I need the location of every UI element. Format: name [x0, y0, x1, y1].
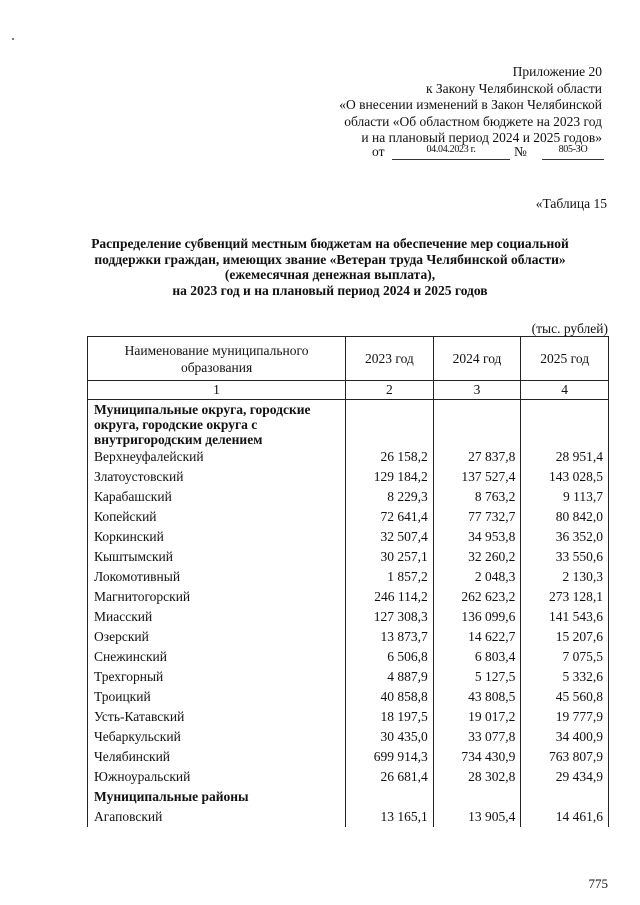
group-heading: Муниципальные округа, городские округа, городские округа с внутригородским делением: [88, 400, 346, 448]
value-2023: 26 681,4: [346, 767, 434, 787]
value-2024: 28 302,8: [433, 767, 521, 787]
table-row: [88, 727, 609, 747]
table-row: [88, 487, 609, 507]
column-number-row: [88, 381, 609, 400]
table-row: [88, 627, 609, 647]
column-header-name: [88, 337, 346, 381]
municipality-name: Карабашский: [88, 487, 346, 507]
municipality-name: Троицкий: [88, 687, 346, 707]
value-2024: 136 099,6: [433, 607, 521, 627]
appendix-header: [302, 64, 602, 147]
header-line: Приложение 20: [512, 64, 602, 79]
value-2023: 26 158,2: [346, 447, 434, 467]
value-2025: 143 028,5: [521, 467, 609, 487]
table-row: [88, 607, 609, 627]
value-2023: 127 308,3: [346, 607, 434, 627]
scan-speck: [12, 38, 14, 40]
title-line: (ежемесячная денежная выплата),: [224, 267, 436, 282]
value-2023: 13 165,1: [346, 807, 434, 827]
municipality-name: Кыштымский: [88, 547, 346, 567]
value-2023: 6 506,8: [346, 647, 434, 667]
number-label: №: [514, 144, 527, 159]
value-2023: 1 857,2: [346, 567, 434, 587]
column-number: 3: [433, 381, 521, 400]
subvention-table: [87, 336, 609, 827]
table-label: «Таблица 15: [535, 196, 607, 211]
document-title: [60, 236, 600, 298]
law-date: 04.04.2023 г.: [392, 144, 510, 160]
municipality-name: Челябинский: [88, 747, 346, 767]
table-row: [88, 747, 609, 767]
empty-cell: [346, 787, 434, 807]
empty-cell: [433, 787, 521, 807]
value-2025: 45 560,8: [521, 687, 609, 707]
value-2025: 5 332,6: [521, 667, 609, 687]
group-heading-row: [88, 400, 609, 448]
municipality-name: Чебаркульский: [88, 727, 346, 747]
column-header-2025: 2025 год: [521, 337, 609, 381]
value-2023: 72 641,4: [346, 507, 434, 527]
column-header-name-line: образования: [180, 359, 253, 375]
column-number: 1: [88, 381, 346, 400]
column-number: 2: [346, 381, 434, 400]
municipality-name: Коркинский: [88, 527, 346, 547]
table-row: [88, 467, 609, 487]
value-2023: 32 507,4: [346, 527, 434, 547]
value-2024: 27 837,8: [433, 447, 521, 467]
group-heading: Муниципальные районы: [88, 787, 346, 807]
table-row: [88, 687, 609, 707]
value-2024: 262 623,2: [433, 587, 521, 607]
table-row: [88, 587, 609, 607]
value-2024: 77 732,7: [433, 507, 521, 527]
value-2024: 32 260,2: [433, 547, 521, 567]
value-2025: 36 352,0: [521, 527, 609, 547]
table-row: [88, 567, 609, 587]
value-2023: 129 184,2: [346, 467, 434, 487]
municipality-name: Миасский: [88, 607, 346, 627]
municipality-name: Снежинский: [88, 647, 346, 667]
value-2024: 33 077,8: [433, 727, 521, 747]
municipality-name: Усть-Катавский: [88, 707, 346, 727]
municipality-name: Озерский: [88, 627, 346, 647]
value-2024: 43 808,5: [433, 687, 521, 707]
page-number: 775: [588, 876, 608, 891]
value-2025: 7 075,5: [521, 647, 609, 667]
column-number: 4: [521, 381, 609, 400]
value-2023: 30 435,0: [346, 727, 434, 747]
title-line: Распределение субвенций местным бюджетам на обеспечение мер социальной: [91, 236, 569, 251]
municipality-name: Златоустовский: [88, 467, 346, 487]
header-line: и на плановый период 2024 и 2025 годов»: [361, 130, 602, 145]
title-line: на 2023 год и на плановый период 2024 и 2025 годов: [172, 282, 488, 298]
value-2025: 9 113,7: [521, 487, 609, 507]
title-line: поддержки граждан, имеющих звание «Ветеран труда Челябинской области»: [94, 251, 566, 267]
header-line: области «Об областном бюджете на 2023 год: [344, 113, 602, 129]
value-2025: 80 842,0: [521, 507, 609, 527]
column-header-2024: 2024 год: [433, 337, 521, 381]
value-2025: 763 807,9: [521, 747, 609, 767]
empty-cell: [521, 787, 609, 807]
value-2023: 30 257,1: [346, 547, 434, 567]
value-2024: 2 048,3: [433, 567, 521, 587]
table-header-row: [88, 337, 609, 381]
header-line: к Закону Челябинской области: [425, 80, 602, 96]
value-2024: 34 953,8: [433, 527, 521, 547]
empty-cell: [521, 400, 609, 448]
value-2023: 699 914,3: [346, 747, 434, 767]
value-2025: 273 128,1: [521, 587, 609, 607]
law-number: 805-ЗО: [542, 144, 604, 160]
group-heading-row: [88, 787, 609, 807]
municipality-name: Агаповский: [88, 807, 346, 827]
value-2025: 29 434,9: [521, 767, 609, 787]
value-2024: 19 017,2: [433, 707, 521, 727]
table-row: [88, 547, 609, 567]
value-2023: 18 197,5: [346, 707, 434, 727]
column-header-2023: 2023 год: [346, 337, 434, 381]
value-2024: 6 803,4: [433, 647, 521, 667]
value-2025: 33 550,6: [521, 547, 609, 567]
value-2023: 13 873,7: [346, 627, 434, 647]
value-2025: 19 777,9: [521, 707, 609, 727]
value-2024: 137 527,4: [433, 467, 521, 487]
table-row: [88, 667, 609, 687]
value-2023: 40 858,8: [346, 687, 434, 707]
municipality-name: Копейский: [88, 507, 346, 527]
empty-cell: [346, 400, 434, 448]
empty-cell: [433, 400, 521, 448]
value-2023: 4 887,9: [346, 667, 434, 687]
municipality-name: Трехгорный: [88, 667, 346, 687]
header-line: «О внесении изменений в Закон Челябинской: [339, 97, 602, 112]
from-label: от: [372, 144, 385, 159]
table-row: [88, 767, 609, 787]
value-2023: 8 229,3: [346, 487, 434, 507]
value-2025: 15 207,6: [521, 627, 609, 647]
table-row: [88, 527, 609, 547]
table-row: [88, 447, 609, 467]
column-header-name-line: Наименование муниципального: [124, 342, 309, 358]
units-label: (тыс. рублей): [531, 321, 608, 336]
table-row: [88, 647, 609, 667]
municipality-name: Южноуральский: [88, 767, 346, 787]
value-2024: 13 905,4: [433, 807, 521, 827]
value-2025: 34 400,9: [521, 727, 609, 747]
value-2025: 28 951,4: [521, 447, 609, 467]
municipality-name: Локомотивный: [88, 567, 346, 587]
municipality-name: Верхнеуфалейский: [88, 447, 346, 467]
value-2024: 8 763,2: [433, 487, 521, 507]
municipality-name: Магнитогорский: [88, 587, 346, 607]
value-2025: 14 461,6: [521, 807, 609, 827]
value-2025: 2 130,3: [521, 567, 609, 587]
value-2024: 5 127,5: [433, 667, 521, 687]
table-row: [88, 707, 609, 727]
table-row: [88, 507, 609, 527]
value-2024: 14 622,7: [433, 627, 521, 647]
value-2024: 734 430,9: [433, 747, 521, 767]
value-2025: 141 543,6: [521, 607, 609, 627]
value-2023: 246 114,2: [346, 587, 434, 607]
table-row: [88, 807, 609, 827]
